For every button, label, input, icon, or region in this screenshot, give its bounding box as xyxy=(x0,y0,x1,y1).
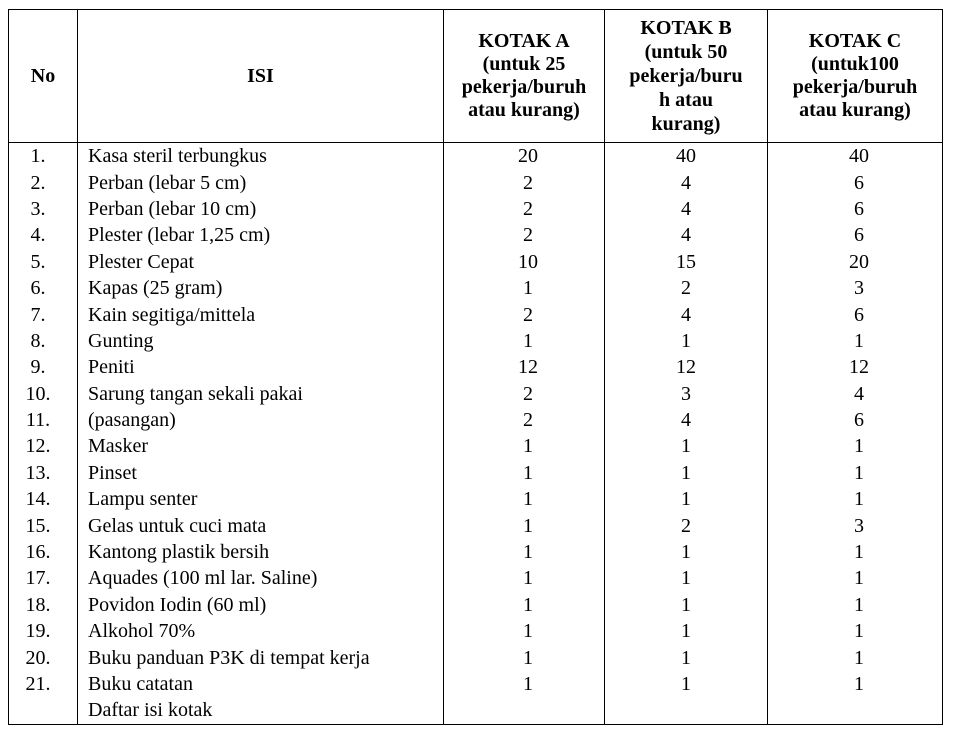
table-row xyxy=(9,539,943,565)
row-number: 1. xyxy=(9,143,78,170)
row-number: 20. xyxy=(9,644,78,670)
header-kotak-a xyxy=(444,10,605,143)
table-row xyxy=(9,618,943,644)
row-kotak-b-qty: 1 xyxy=(605,539,768,565)
header-kotak-a-line: (untuk 25 xyxy=(482,53,566,75)
row-kotak-a-qty: 1 xyxy=(444,512,605,538)
row-number: 14. xyxy=(9,486,78,512)
row-number: 11. xyxy=(9,407,78,433)
header-kotak-b xyxy=(605,10,768,143)
table-row xyxy=(9,169,943,195)
row-number: 21. xyxy=(9,671,78,697)
row-kotak-b-qty: 1 xyxy=(605,565,768,591)
row-kotak-c-qty: 3 xyxy=(768,512,943,538)
row-item-name: Peniti xyxy=(78,354,444,380)
header-kotak-c-line: atau kurang) xyxy=(799,99,911,121)
row-item-name: Kain segitiga/mittela xyxy=(78,301,444,327)
row-item-name: Masker xyxy=(78,433,444,459)
row-kotak-b-qty: 4 xyxy=(605,169,768,195)
header-kotak-b-line: pekerja/buru xyxy=(629,65,743,87)
table-row xyxy=(9,407,943,433)
row-number: 2. xyxy=(9,169,78,195)
table-row xyxy=(9,328,943,354)
row-kotak-a-qty: 1 xyxy=(444,644,605,670)
row-kotak-a-qty: 1 xyxy=(444,328,605,354)
row-kotak-b-qty: 40 xyxy=(605,143,768,170)
empty-cell xyxy=(605,697,768,724)
row-kotak-a-qty: 1 xyxy=(444,486,605,512)
row-item-name: Perban (lebar 10 cm) xyxy=(78,196,444,222)
table-row xyxy=(9,697,943,724)
document-page xyxy=(8,9,943,725)
row-kotak-b-qty: 12 xyxy=(605,354,768,380)
header-kotak-a-line: KOTAK A xyxy=(478,30,570,52)
row-kotak-c-qty: 4 xyxy=(768,381,943,407)
row-kotak-b-qty: 1 xyxy=(605,486,768,512)
table-row xyxy=(9,671,943,697)
row-kotak-b-qty: 15 xyxy=(605,249,768,275)
row-number: 3. xyxy=(9,196,78,222)
row-kotak-a-qty: 20 xyxy=(444,143,605,170)
row-item-name: Buku catatan xyxy=(78,671,444,697)
empty-cell xyxy=(9,697,78,724)
table-row xyxy=(9,196,943,222)
table-body xyxy=(9,143,943,725)
row-kotak-a-qty: 12 xyxy=(444,354,605,380)
row-number: 10. xyxy=(9,381,78,407)
row-kotak-c-qty: 6 xyxy=(768,407,943,433)
row-kotak-a-qty: 1 xyxy=(444,565,605,591)
header-no: No xyxy=(9,10,78,143)
p3k-contents-table xyxy=(8,9,943,725)
row-kotak-a-qty: 2 xyxy=(444,301,605,327)
row-kotak-b-qty: 4 xyxy=(605,407,768,433)
row-kotak-b-qty: 1 xyxy=(605,671,768,697)
row-kotak-b-qty: 3 xyxy=(605,381,768,407)
row-kotak-c-qty: 1 xyxy=(768,592,943,618)
header-kotak-a-line: atau kurang) xyxy=(468,99,580,121)
row-kotak-a-qty: 2 xyxy=(444,381,605,407)
row-number: 18. xyxy=(9,592,78,618)
row-kotak-b-qty: 1 xyxy=(605,460,768,486)
header-kotak-c-line: pekerja/buruh xyxy=(792,76,918,98)
row-number: 13. xyxy=(9,460,78,486)
row-kotak-b-qty: 1 xyxy=(605,328,768,354)
row-item-name: Gunting xyxy=(78,328,444,354)
row-kotak-a-qty: 2 xyxy=(444,169,605,195)
row-number: 17. xyxy=(9,565,78,591)
row-kotak-c-qty: 6 xyxy=(768,169,943,195)
row-number: 8. xyxy=(9,328,78,354)
row-item-name: Plester (lebar 1,25 cm) xyxy=(78,222,444,248)
table-row xyxy=(9,486,943,512)
table-row xyxy=(9,301,943,327)
row-item-name: Buku panduan P3K di tempat kerja xyxy=(78,644,444,670)
row-number: 7. xyxy=(9,301,78,327)
row-item-name: Kasa steril terbungkus xyxy=(78,143,444,170)
row-kotak-c-qty: 1 xyxy=(768,671,943,697)
table-row xyxy=(9,275,943,301)
row-kotak-c-qty: 1 xyxy=(768,486,943,512)
row-kotak-a-qty: 1 xyxy=(444,671,605,697)
row-number: 12. xyxy=(9,433,78,459)
table-header-row xyxy=(9,10,943,143)
empty-cell xyxy=(768,697,943,724)
table-row xyxy=(9,565,943,591)
row-kotak-c-qty: 1 xyxy=(768,618,943,644)
row-kotak-b-qty: 1 xyxy=(605,618,768,644)
row-kotak-a-qty: 2 xyxy=(444,196,605,222)
row-kotak-b-qty: 1 xyxy=(605,433,768,459)
row-kotak-c-qty: 12 xyxy=(768,354,943,380)
row-number: 4. xyxy=(9,222,78,248)
row-item-name: Lampu senter xyxy=(78,486,444,512)
table-row xyxy=(9,143,943,170)
row-kotak-a-qty: 1 xyxy=(444,275,605,301)
table-row xyxy=(9,249,943,275)
header-kotak-b-line: KOTAK B xyxy=(640,17,732,39)
row-item-name: Pinset xyxy=(78,460,444,486)
empty-cell xyxy=(444,697,605,724)
header-kotak-c-line: KOTAK C xyxy=(808,30,902,52)
row-number: 15. xyxy=(9,512,78,538)
table-row xyxy=(9,460,943,486)
row-kotak-b-qty: 4 xyxy=(605,196,768,222)
row-item-name: Aquades (100 ml lar. Saline) xyxy=(78,565,444,591)
row-kotak-a-qty: 1 xyxy=(444,460,605,486)
row-kotak-b-qty: 1 xyxy=(605,592,768,618)
row-kotak-c-qty: 1 xyxy=(768,460,943,486)
row-number: 5. xyxy=(9,249,78,275)
table-row xyxy=(9,354,943,380)
table-row xyxy=(9,222,943,248)
row-kotak-c-qty: 1 xyxy=(768,644,943,670)
row-kotak-b-qty: 4 xyxy=(605,301,768,327)
header-kotak-c-line: (untuk100 xyxy=(811,53,899,75)
row-kotak-a-qty: 2 xyxy=(444,222,605,248)
row-kotak-b-qty: 2 xyxy=(605,275,768,301)
row-kotak-c-qty: 1 xyxy=(768,433,943,459)
row-number: 9. xyxy=(9,354,78,380)
row-number: 19. xyxy=(9,618,78,644)
row-kotak-a-qty: 1 xyxy=(444,592,605,618)
row-kotak-c-qty: 20 xyxy=(768,249,943,275)
row-kotak-a-qty: 1 xyxy=(444,539,605,565)
row-item-name: Perban (lebar 5 cm) xyxy=(78,169,444,195)
row-kotak-c-qty: 1 xyxy=(768,565,943,591)
header-kotak-b-line: kurang) xyxy=(651,113,721,135)
row-item-name: Alkohol 70% xyxy=(78,618,444,644)
header-kotak-c xyxy=(768,10,943,143)
row-item-name: Povidon Iodin (60 ml) xyxy=(78,592,444,618)
row-item-name: Gelas untuk cuci mata xyxy=(78,512,444,538)
row-kotak-c-qty: 6 xyxy=(768,301,943,327)
row-item-name: Kantong plastik bersih xyxy=(78,539,444,565)
row-kotak-c-qty: 3 xyxy=(768,275,943,301)
header-kotak-a-line: pekerja/buruh xyxy=(461,76,587,98)
row-number: 6. xyxy=(9,275,78,301)
row-item-name: Plester Cepat xyxy=(78,249,444,275)
table-row xyxy=(9,512,943,538)
row-number: 16. xyxy=(9,539,78,565)
row-kotak-c-qty: 6 xyxy=(768,222,943,248)
header-isi: ISI xyxy=(78,10,444,143)
table-row xyxy=(9,381,943,407)
row-kotak-c-qty: 6 xyxy=(768,196,943,222)
row-kotak-c-qty: 1 xyxy=(768,539,943,565)
row-item-name-trailing: Daftar isi kotak xyxy=(78,697,444,724)
row-kotak-c-qty: 40 xyxy=(768,143,943,170)
table-row xyxy=(9,592,943,618)
row-kotak-b-qty: 1 xyxy=(605,644,768,670)
row-item-name: Kapas (25 gram) xyxy=(78,275,444,301)
row-kotak-b-qty: 4 xyxy=(605,222,768,248)
row-kotak-c-qty: 1 xyxy=(768,328,943,354)
row-kotak-a-qty: 1 xyxy=(444,433,605,459)
row-item-name: (pasangan) xyxy=(78,407,444,433)
row-kotak-a-qty: 10 xyxy=(444,249,605,275)
header-kotak-b-line: h atau xyxy=(659,89,713,111)
row-item-name: Sarung tangan sekali pakai xyxy=(78,381,444,407)
table-row xyxy=(9,433,943,459)
row-kotak-a-qty: 1 xyxy=(444,618,605,644)
table-row xyxy=(9,644,943,670)
header-kotak-b-line: (untuk 50 xyxy=(644,41,728,63)
row-kotak-b-qty: 2 xyxy=(605,512,768,538)
row-kotak-a-qty: 2 xyxy=(444,407,605,433)
